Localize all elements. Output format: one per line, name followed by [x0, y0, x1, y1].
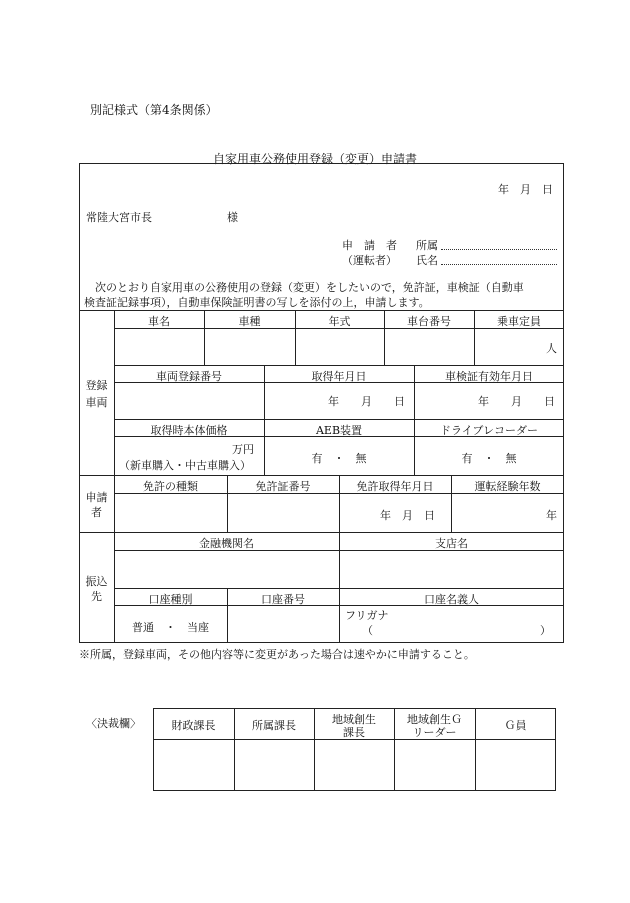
header-purchase-price: 取得時本体価格 [150, 424, 228, 437]
header-inspection-expiry: 車検証有効年月日 [445, 370, 533, 383]
addressee: 常陸大宮市長 [86, 211, 152, 224]
date-field[interactable]: 年 月 日 [498, 183, 553, 196]
approval-col-regional-chief-2: 課長 [343, 726, 365, 739]
operator-label: （運転者） [342, 254, 397, 267]
capacity-unit: 人 [546, 342, 557, 355]
transfer-section-label: 振込 [85, 575, 108, 588]
header-branch-name: 支店名 [435, 537, 468, 550]
bank-name-field[interactable] [115, 551, 338, 587]
car-type-field[interactable] [205, 329, 294, 364]
addressee-honorific: 様 [227, 211, 238, 224]
approval-col-group-leader-2: リーダー [412, 726, 457, 739]
price-unit: 万円 [232, 443, 254, 456]
approval-col-group-member: Ｇ員 [504, 719, 527, 732]
model-year-field[interactable] [296, 329, 383, 364]
experience-unit: 年 [546, 509, 557, 522]
header-bank-name: 金融機関名 [199, 537, 254, 550]
header-chassis-number: 車台番号 [407, 315, 451, 328]
aeb-choice[interactable]: 有 ・ 無 [311, 452, 367, 465]
registration-number-field[interactable] [115, 383, 263, 418]
approval-col-group-leader: 地域創生Ｇ [407, 713, 462, 726]
affiliation-label: 所属 [416, 239, 438, 252]
header-seating-capacity: 乗車定員 [497, 315, 541, 328]
license-number-field[interactable] [228, 494, 338, 531]
body-text-line-1: 次のとおり自家用車の公務使用の登録（変更）をしたいので，免許証，車検証（自動車 [84, 281, 524, 294]
approval-stamp-section-chief[interactable] [235, 740, 313, 790]
chassis-number-field[interactable] [385, 329, 473, 364]
header-account-holder: 口座名義人 [424, 593, 479, 606]
approval-stamp-finance-chief[interactable] [154, 740, 233, 790]
form-title: 自家用車公務使用登録（変更）申請書 [212, 152, 417, 166]
header-registration-number: 車両登録番号 [156, 370, 222, 383]
acquisition-date-field[interactable]: 年 月 日 [328, 395, 405, 408]
approval-stamp-group-member[interactable] [476, 740, 555, 790]
vehicle-section-label: 登録 [85, 379, 108, 392]
applicant-section-label-2: 者 [91, 506, 102, 519]
header-drive-recorder: ドライブレコーダー [440, 424, 538, 437]
account-holder-field[interactable] [376, 620, 536, 638]
header-car-name: 車名 [148, 315, 170, 328]
car-name-field[interactable] [115, 329, 203, 364]
account-number-field[interactable] [228, 606, 338, 642]
name-label: 氏名 [416, 254, 438, 267]
account-holder-paren-open: （ [362, 624, 373, 637]
approval-stamp-regional-chief[interactable] [315, 740, 393, 790]
approval-col-section-chief: 所属課長 [252, 719, 296, 732]
purchase-type-choice[interactable]: （新車購入・中古車購入） [119, 459, 251, 472]
approval-stamp-group-leader[interactable] [395, 740, 474, 790]
change-notice: ※所属，登録車両，その他内容等に変更があった場合は速やかに申請すること。 [79, 648, 475, 661]
header-model-year: 年式 [328, 315, 351, 328]
account-holder-paren-close: ） [540, 624, 551, 637]
body-text-line-2: 検査証記録事項），自動車保険証明書の写しを添付の上，申請します。 [84, 296, 430, 309]
account-type-choice[interactable]: 普通 ・ 当座 [132, 621, 209, 634]
furigana-label: フリガナ [345, 609, 389, 622]
header-license-date: 免許取得年月日 [356, 480, 434, 493]
header-car-type: 車種 [238, 315, 261, 328]
header-license-number: 免許証番号 [255, 480, 311, 493]
form-reference: 別記様式（第4条関係） [90, 103, 218, 117]
header-driving-experience: 運転経験年数 [474, 480, 541, 493]
header-account-number: 口座番号 [261, 593, 305, 606]
approval-col-finance-chief: 財政課長 [171, 719, 216, 732]
inspection-expiry-field[interactable]: 年 月 日 [478, 395, 555, 408]
drive-recorder-choice[interactable]: 有 ・ 無 [461, 452, 517, 465]
approval-label: 〈決裁欄〉 [86, 717, 141, 730]
header-acquisition-date: 取得年月日 [311, 370, 367, 383]
license-type-field[interactable] [115, 494, 226, 531]
license-date-field[interactable]: 年 月 日 [380, 509, 435, 522]
name-field[interactable] [441, 264, 557, 265]
header-account-type: 口座種別 [148, 593, 193, 606]
applicant-label: 申 請 者 [342, 239, 397, 252]
branch-name-field[interactable] [340, 551, 563, 587]
vehicle-section-label-2: 車両 [85, 396, 108, 409]
transfer-section-label-2: 先 [91, 590, 102, 603]
header-license-type: 免許の種類 [143, 480, 198, 493]
header-aeb: AEB装置 [315, 424, 363, 437]
applicant-section-label: 申請 [85, 491, 108, 504]
approval-col-regional-chief: 地域創生 [332, 713, 376, 726]
affiliation-field[interactable] [441, 249, 557, 250]
